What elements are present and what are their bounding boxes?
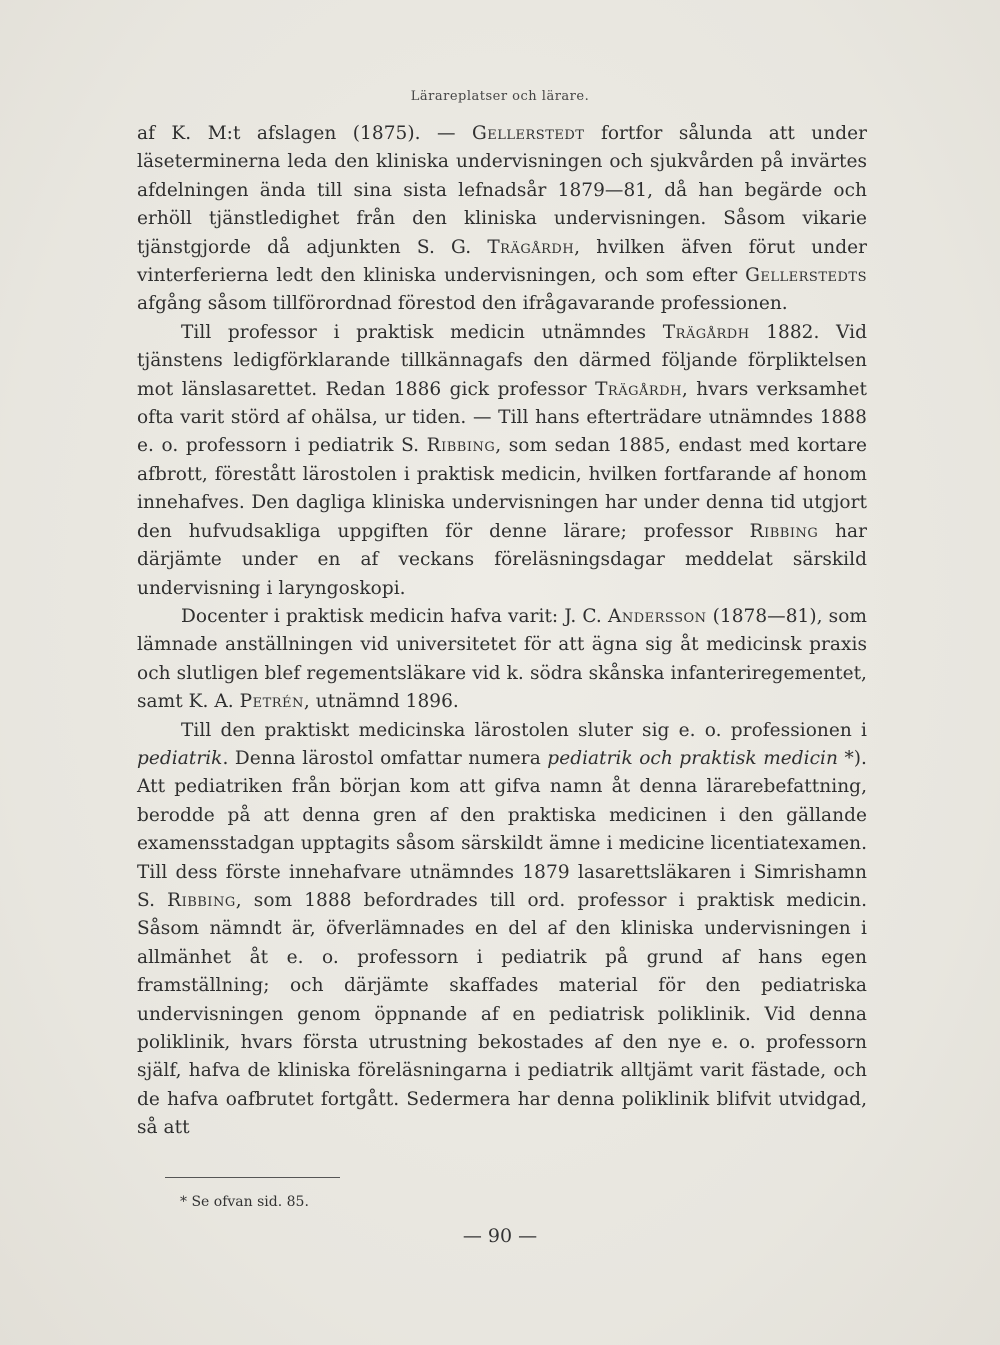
footnote: * Se ofvan sid. 85.	[180, 1194, 309, 1210]
paragraph-1: af K. M:t afslagen (1875). — Gellerstedt fortfor sålunda att under läseterminerna leda den kliniska undervisningen och sjukvården på invärtes afdelningen ända till sina sista lefnadsår 1879—81, då han begärde och erhöll tjänstledighet från den kliniska undervisningen. Såsom vikarie tjänstgjorde då adjunkten S. G. Trägårdh, hvilken äfven förut under vinterferierna ledt den kliniska undervisningen, och som efter Gellerstedts afgång såsom tillförordnad förestod den ifrågavarande professionen.	[137, 123, 868, 315]
name-tragardh: Trägårdh	[595, 378, 682, 400]
name-gellerstedts: Gellerstedts	[745, 265, 867, 287]
footnote-divider	[165, 1177, 340, 1178]
name-petren: Petrén	[239, 691, 304, 713]
page-number: — 90 —	[462, 1225, 538, 1247]
paragraph-3: Docenter i praktisk medicin hafva varit: J. C. Andersson (1878—81), som lämnade anställningen vid universitetet för att ägna sig åt medicinsk praxis och slutligen blef regementsläkare vid k. södra skånska infanteriregementet, samt K. A. Petrén, utnämnd 1896.	[137, 605, 868, 713]
name-ribbing: Ribbing	[426, 435, 496, 457]
paragraph-4: Till den praktiskt medicinska lärostolen sluter sig e. o. professionen i pediatrik. Denna lärostol omfattar numera pediatrik och praktisk medicin *). Att pediatriken från början kom att gifva namn åt denna lärarebefattning, berodde på att denna gren af den praktiska medicinen i den gällande examensstadgan upptagits såsom särskildt ämne i medicine licentiatexamen. Till dess förste innehafvare utnämndes 1879 lasarettsläkaren i Simrishamn S. Ribbing, som 1888 befordrades till ord. professor i praktisk medicin. Såsom nämndt är, öfverlämnades en del af den kliniska undervisningen i allmänhet åt e. o. professorn i pediatrik på grund af hans egen framställning; och därjämte skaffades material för den pediatriska undervisningen genom öppnande af en pediatrisk poliklinik. Vid denna poliklinik, hvars första utrustning bekostades af den nye e. o. professorn själf, hafva de kliniska föreläsningarna i pediatrik alltjämt varit fästade, och de hafva oafbrutet fortgått. Sedermera har denna poliklinik blifvit utvidgad, så att	[137, 719, 867, 1139]
name-ribbing: Ribbing	[167, 889, 236, 911]
paragraph-2: Till professor i praktisk medicin utnämndes Trägårdh 1882. Vid tjänstens ledigförklarande tillkännagafs den därmed följande förpliktelsen mot länslasarettet. Redan 1886 gick professor Trägårdh, hvars verksamhet ofta varit störd af ohälsa, ur tiden. — Till hans efterträdare utnämndes 1888 e. o. professorn i pediatrik S. Ribbing, som sedan 1885, endast med kortare afbrott, förestått lärostolen i praktisk medicin, hvilken fortfarande af honom innehafves. Den dagliga kliniska undervisningen har under denna tid utgjort den hufvudsakliga uppgiften för denne lärare; professor Ribbing har därjämte under en af veckans föreläsningsdagar meddelat särskild undervisning i laryngoskopi.	[137, 321, 868, 599]
running-head: Lärareplatser och lärare.	[410, 89, 590, 104]
name-tragardh: Trägårdh	[662, 321, 750, 343]
body-text	[137, 120, 867, 1143]
name-andersson: Andersson	[607, 605, 707, 627]
name-gellerstedt: Gellerstedt	[472, 123, 585, 144]
name-ribbing: Ribbing	[749, 520, 819, 542]
name-tragardh: Trägårdh	[487, 236, 575, 258]
term-pediatrik: pediatrik	[137, 747, 223, 769]
term-pediatrik-praktisk: pediatrik och praktisk medicin	[547, 747, 838, 769]
